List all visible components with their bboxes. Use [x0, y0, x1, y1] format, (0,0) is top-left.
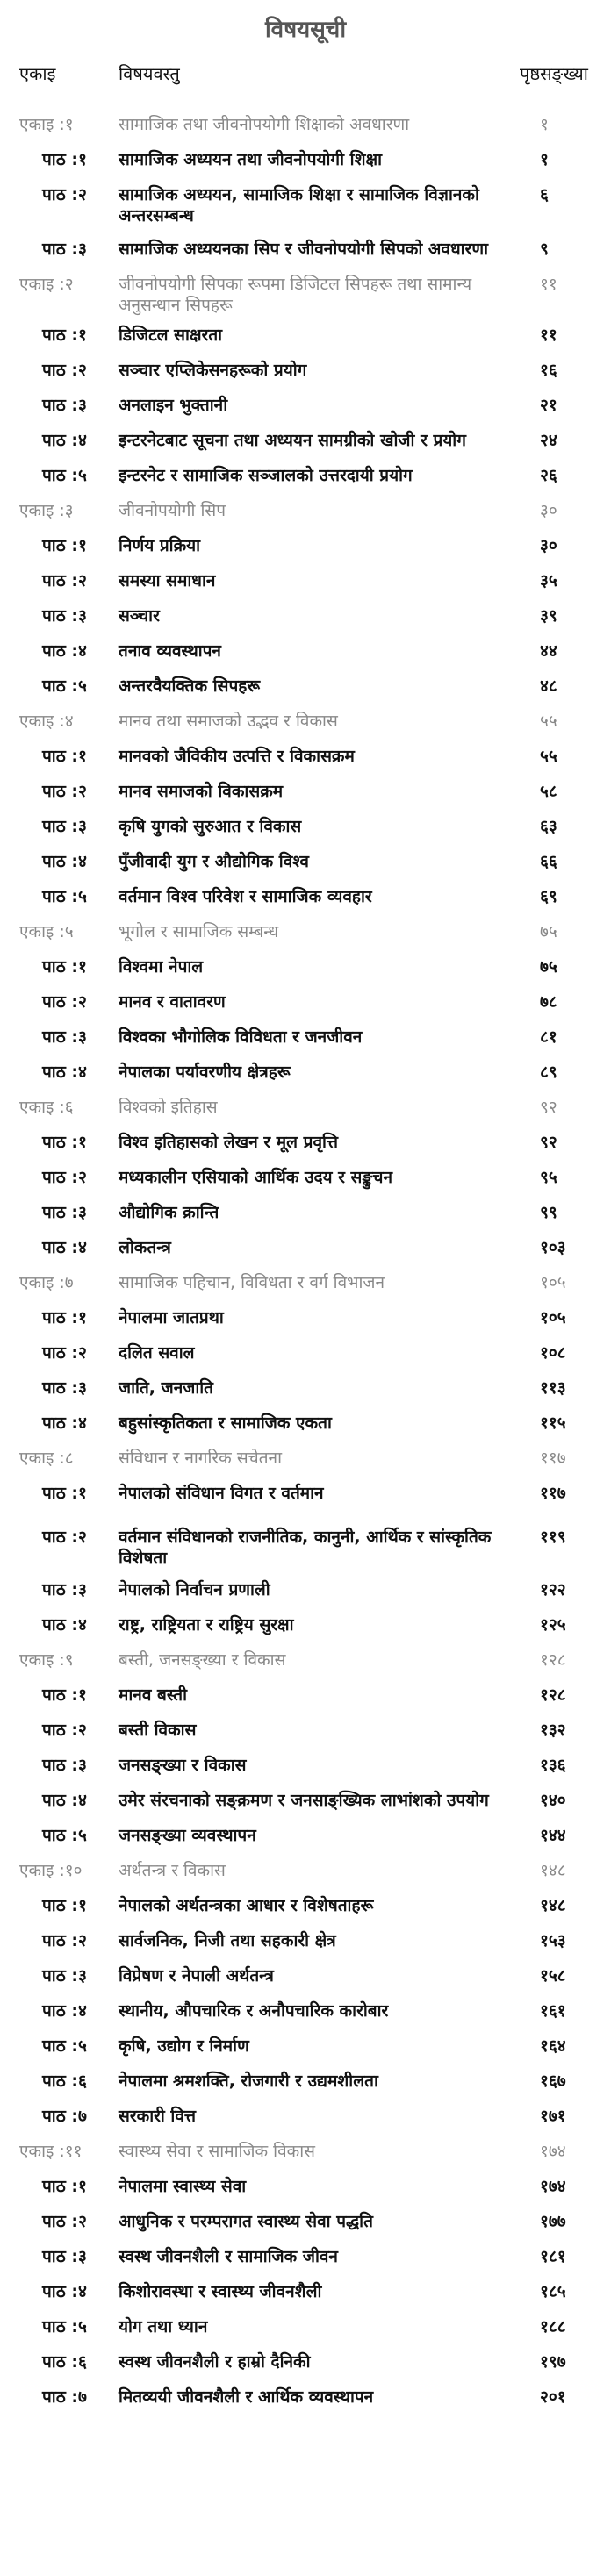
header-page: पृष्ठसङ्ख्या — [520, 63, 588, 84]
entry-title: संविधान र नागरिक सचेतना — [119, 1449, 283, 1468]
header-subject: विषयवस्तु — [119, 63, 180, 84]
lesson-label: पाठ :४ — [42, 641, 87, 661]
unit-label: एकाइ :३ — [19, 501, 74, 520]
entry-title: सार्वजनिक, निजी तथा सहकारी क्षेत्र — [119, 1931, 336, 1950]
lesson-label: पाठ :५ — [42, 466, 87, 485]
page-number: १७४ — [540, 2142, 566, 2161]
page-number: १२८ — [540, 1685, 566, 1705]
lesson-label: पाठ :४ — [42, 431, 87, 450]
entry-title: कृषि युगको सुरुआत र विकास — [119, 817, 302, 836]
entry-title: औद्योगिक क्रान्ति — [119, 1203, 219, 1222]
entry-title: राष्ट्र, राष्ट्रियता र राष्ट्रिय सुरक्षा — [119, 1615, 294, 1635]
page-number: १७७ — [540, 2212, 566, 2231]
page-number: १३६ — [540, 1756, 566, 1775]
page-number: १६७ — [540, 2072, 566, 2091]
page-number: ३५ — [540, 571, 557, 590]
lesson-label: पाठ :७ — [42, 2107, 87, 2126]
entry-title: इन्टरनेटबाट सूचना तथा अध्ययन सामग्रीको खोजी र प्रयोग — [119, 431, 466, 450]
entry-title: समस्या समाधान — [119, 571, 216, 590]
entry-title: योग तथा ध्यान — [119, 2317, 208, 2336]
page-number: २६ — [540, 466, 557, 485]
entry-title: नेपालको संविधान विगत र वर्तमान — [119, 1484, 324, 1503]
entry-title: नेपालको अर्थतन्त्रका आधार र विशेषताहरू — [119, 1896, 374, 1915]
page-number: १६१ — [540, 2001, 566, 2021]
page-number: ३९ — [540, 606, 557, 626]
unit-label: एकाइ :८ — [19, 1449, 74, 1468]
lesson-label: पाठ :५ — [42, 887, 87, 906]
entry-title: डिजिटल साक्षरता — [119, 326, 223, 345]
unit-label: एकाइ :७ — [19, 1273, 74, 1292]
page-number: ७५ — [540, 922, 557, 941]
page-number: ३० — [540, 501, 557, 520]
page-number: १०३ — [540, 1238, 566, 1257]
page-number: १४८ — [540, 1896, 566, 1915]
lesson-label: पाठ :२ — [42, 1168, 87, 1187]
entry-title: मध्यकालीन एसियाको आर्थिक उदय र सङ्कुचन — [119, 1168, 393, 1187]
lesson-label: पाठ :१ — [42, 1133, 87, 1152]
page-number: ६३ — [540, 817, 557, 836]
entry-title: विश्व इतिहासको लेखन र मूल प्रवृत्ति — [119, 1133, 339, 1152]
lesson-label: पाठ :३ — [42, 2247, 87, 2266]
page-number: १६ — [540, 361, 557, 380]
entry-title: तनाव व्यवस्थापन — [119, 641, 221, 661]
page-number: १४८ — [540, 1861, 566, 1880]
lesson-label: पाठ :३ — [42, 1756, 87, 1775]
page-number: ३० — [540, 536, 557, 555]
entry-title: स्थानीय, औपचारिक र अनौपचारिक कारोबार — [119, 2001, 389, 2021]
lesson-label: पाठ :५ — [42, 2317, 87, 2336]
entry-title: मानव तथा समाजको उद्भव र विकास — [119, 712, 338, 731]
unit-label: एकाइ :६ — [19, 1098, 74, 1117]
page-number: १०५ — [540, 1308, 566, 1327]
entry-title: नेपालका पर्यावरणीय क्षेत्रहरू — [119, 1063, 291, 1082]
lesson-label: पाठ :२ — [42, 2212, 87, 2231]
page-number: ४८ — [540, 676, 557, 696]
page-number: १०५ — [540, 1273, 566, 1292]
lesson-label: पाठ :२ — [42, 185, 87, 204]
page-number: ११९ — [540, 1528, 566, 1547]
page-number: १८५ — [540, 2282, 566, 2301]
page-number: ११३ — [540, 1378, 566, 1398]
entry-title: जाति, जनजाति — [119, 1378, 214, 1398]
entry-title: स्वस्थ जीवनशैली र हाम्रो दैनिकी — [119, 2352, 311, 2372]
entry-title: विश्वको इतिहास — [119, 1098, 218, 1117]
entry-title: नेपालमा स्वास्थ्य सेवा — [119, 2177, 247, 2196]
page-number: ९ — [540, 240, 549, 259]
page-number: ११७ — [540, 1449, 566, 1468]
lesson-label: पाठ :१ — [42, 1308, 87, 1327]
entry-title: अनलाइन भुक्तानी — [119, 396, 228, 415]
lesson-label: पाठ :५ — [42, 676, 87, 696]
lesson-label: पाठ :२ — [42, 992, 87, 1012]
unit-label: एकाइ :११ — [19, 2142, 83, 2161]
lesson-label: पाठ :३ — [42, 1378, 87, 1398]
lesson-label: पाठ :६ — [42, 2352, 87, 2372]
page-number: ११५ — [540, 1413, 566, 1433]
entry-title: अन्तरवैयक्तिक सिपहरू — [119, 676, 261, 696]
lesson-label: पाठ :१ — [42, 957, 87, 977]
entry-title: स्वस्थ जीवनशैली र सामाजिक जीवन — [119, 2247, 338, 2266]
entry-title: इन्टरनेट र सामाजिक सञ्जालको उत्तरदायी प्रयोग — [119, 466, 413, 485]
unit-label: एकाइ :९ — [19, 1650, 74, 1670]
lesson-label: पाठ :२ — [42, 1343, 87, 1363]
entry-title: आधुनिक र परम्परागत स्वास्थ्य सेवा पद्धति — [119, 2212, 373, 2231]
entry-title: विप्रेषण र नेपाली अर्थतन्त्र — [119, 1966, 274, 1986]
page-number: १९७ — [540, 2352, 566, 2372]
entry-title: बहुसांस्कृतिकता र सामाजिक एकता — [119, 1413, 332, 1433]
entry-title: बस्ती, जनसङ्ख्या र विकास — [119, 1650, 286, 1670]
lesson-label: पाठ :४ — [42, 1413, 87, 1433]
entry-title: मानव बस्ती — [119, 1685, 187, 1705]
lesson-label: पाठ :२ — [42, 361, 87, 380]
page-number: ५५ — [540, 747, 557, 766]
entry-title: नेपालको निर्वाचन प्रणाली — [119, 1580, 270, 1599]
page-number: १७४ — [540, 2177, 566, 2196]
entry-title: नेपालमा जातप्रथा — [119, 1308, 224, 1327]
page-number: ९२ — [540, 1098, 557, 1117]
page-number: ११ — [540, 275, 557, 294]
lesson-label: पाठ :३ — [42, 1027, 87, 1047]
page-number: १२८ — [540, 1650, 566, 1670]
page-number: १६४ — [540, 2036, 566, 2056]
lesson-label: पाठ :३ — [42, 396, 87, 415]
entry-title: उमेर संरचनाको सङ्क्रमण र जनसाङ्ख्यिक लाभांशको उपयोग — [119, 1791, 489, 1810]
page-number: ४४ — [540, 641, 557, 661]
entry-title: मितव्ययी जीवनशैली र आर्थिक व्यवस्थापन — [119, 2387, 374, 2407]
entry-title: सामाजिक पहिचान, विविधता र वर्ग विभाजन — [119, 1273, 385, 1292]
entry-title: जीवनोपयोगी सिप — [119, 501, 226, 520]
page-number: १ — [540, 150, 549, 169]
page-number: ११ — [540, 326, 557, 345]
page-number: ६ — [540, 185, 549, 204]
page-number: १४० — [540, 1791, 566, 1810]
lesson-label: पाठ :२ — [42, 1931, 87, 1950]
page-number: ८९ — [540, 1063, 557, 1082]
lesson-label: पाठ :२ — [42, 1528, 87, 1547]
entry-title: दलित सवाल — [119, 1343, 195, 1363]
entry-title: पुँजीवादी युग र औद्योगिक विश्व — [119, 852, 309, 871]
lesson-label: पाठ :३ — [42, 1580, 87, 1599]
page-number: १ — [540, 115, 549, 134]
lesson-label: पाठ :६ — [42, 2072, 87, 2091]
page-number: ५८ — [540, 782, 557, 801]
page-number: १७१ — [540, 2107, 566, 2126]
lesson-label: पाठ :१ — [42, 536, 87, 555]
lesson-label: पाठ :४ — [42, 2282, 87, 2301]
unit-label: एकाइ :१ — [19, 115, 74, 134]
entry-title: निर्णय प्रक्रिया — [119, 536, 201, 555]
page-number: ९५ — [540, 1168, 557, 1187]
lesson-label: पाठ :३ — [42, 606, 87, 626]
entry-title: सामाजिक अध्ययन, सामाजिक शिक्षा र सामाजिक विज्ञानको अन्तरसम्बन्ध — [119, 185, 479, 225]
entry-title: अर्थतन्त्र र विकास — [119, 1861, 226, 1880]
lesson-label: पाठ :४ — [42, 1615, 87, 1635]
page-number: २१ — [540, 396, 557, 415]
entry-title: लोकतन्त्र — [119, 1238, 171, 1257]
lesson-label: पाठ :२ — [42, 782, 87, 801]
page-number: १८८ — [540, 2317, 566, 2336]
entry-title: मानवको जैविकीय उत्पत्ति र विकासक्रम — [119, 747, 355, 766]
lesson-label: पाठ :३ — [42, 1966, 87, 1986]
entry-title: सामाजिक अध्ययनका सिप र जीवनोपयोगी सिपको अवधारणा — [119, 240, 489, 259]
lesson-label: पाठ :२ — [42, 571, 87, 590]
page-number: ९९ — [540, 1203, 557, 1222]
lesson-label: पाठ :४ — [42, 2001, 87, 2021]
entry-title: जनसङ्ख्या र विकास — [119, 1756, 247, 1775]
entry-title: विश्वका भौगोलिक विविधता र जनजीवन — [119, 1027, 363, 1047]
entry-title: वर्तमान संविधानको राजनीतिक, कानुनी, आर्थिक र सांस्कृतिक विशेषता — [119, 1528, 492, 1568]
entry-title: स्वास्थ्य सेवा र सामाजिक विकास — [119, 2142, 316, 2161]
lesson-label: पाठ :५ — [42, 2036, 87, 2056]
entry-title: वर्तमान विश्व परिवेश र सामाजिक व्यवहार — [119, 887, 372, 906]
entry-title: जनसङ्ख्या व्यवस्थापन — [119, 1826, 256, 1845]
lesson-label: पाठ :१ — [42, 747, 87, 766]
page-number: १५८ — [540, 1966, 566, 1986]
page-number: ११७ — [540, 1484, 566, 1503]
page-number: ५५ — [540, 712, 557, 731]
header-unit: एकाइ — [19, 63, 56, 84]
unit-label: एकाइ :२ — [19, 275, 74, 294]
page-number: २०१ — [540, 2387, 566, 2407]
lesson-label: पाठ :३ — [42, 1203, 87, 1222]
lesson-label: पाठ :५ — [42, 1826, 87, 1845]
entry-title: सामाजिक तथा जीवनोपयोगी शिक्षाको अवधारणा — [119, 115, 410, 134]
page-number: ७८ — [540, 992, 557, 1012]
page-number: १२५ — [540, 1615, 566, 1635]
entry-title: विश्वमा नेपाल — [119, 957, 204, 977]
lesson-label: पाठ :२ — [42, 1721, 87, 1740]
page-number: ७५ — [540, 957, 557, 977]
page-number: १५३ — [540, 1931, 566, 1950]
lesson-label: पाठ :१ — [42, 1484, 87, 1503]
entry-title: बस्ती विकास — [119, 1721, 197, 1740]
entry-title: जीवनोपयोगी सिपका रूपमा डिजिटल सिपहरू तथा सामान्य अनुसन्धान सिपहरू — [119, 275, 472, 315]
unit-label: एकाइ :४ — [19, 712, 74, 731]
unit-label: एकाइ :५ — [19, 922, 74, 941]
lesson-label: पाठ :१ — [42, 1685, 87, 1705]
lesson-label: पाठ :१ — [42, 150, 87, 169]
page-number: ८१ — [540, 1027, 557, 1047]
lesson-label: पाठ :४ — [42, 1791, 87, 1810]
entry-title: सरकारी वित्त — [119, 2107, 197, 2126]
lesson-label: पाठ :१ — [42, 2177, 87, 2196]
lesson-label: पाठ :४ — [42, 852, 87, 871]
entry-title: कृषि, उद्योग र निर्माण — [119, 2036, 249, 2056]
entry-title: मानव समाजको विकासक्रम — [119, 782, 284, 801]
lesson-label: पाठ :१ — [42, 326, 87, 345]
page-number: ६९ — [540, 887, 557, 906]
page-number: १३२ — [540, 1721, 566, 1740]
lesson-label: पाठ :४ — [42, 1063, 87, 1082]
lesson-label: पाठ :४ — [42, 1238, 87, 1257]
entry-title: मानव र वातावरण — [119, 992, 226, 1012]
page-number: ९२ — [540, 1133, 557, 1152]
entry-title: सञ्चार — [119, 606, 160, 626]
lesson-label: पाठ :१ — [42, 1896, 87, 1915]
page-number: १२२ — [540, 1580, 566, 1599]
lesson-label: पाठ :७ — [42, 2387, 87, 2407]
entry-title: सामाजिक अध्ययन तथा जीवनोपयोगी शिक्षा — [119, 150, 383, 169]
unit-label: एकाइ :१० — [19, 1861, 83, 1880]
entry-title: सञ्चार एप्लिकेसनहरूको प्रयोग — [119, 361, 307, 380]
lesson-label: पाठ :३ — [42, 240, 87, 259]
page-title: विषयसूची — [264, 17, 347, 43]
page-number: १०८ — [540, 1343, 566, 1363]
page-number: १४४ — [540, 1826, 566, 1845]
entry-title: किशोरावस्था र स्वास्थ्य जीवनशैली — [119, 2282, 322, 2301]
entry-title: नेपालमा श्रमशक्ति, रोजगारी र उद्यमशीलता — [119, 2072, 378, 2091]
entry-title: भूगोल र सामाजिक सम्बन्ध — [119, 922, 279, 941]
page-number: १८१ — [540, 2247, 566, 2266]
page-number: २४ — [540, 431, 557, 450]
lesson-label: पाठ :३ — [42, 817, 87, 836]
page-number: ६६ — [540, 852, 557, 871]
